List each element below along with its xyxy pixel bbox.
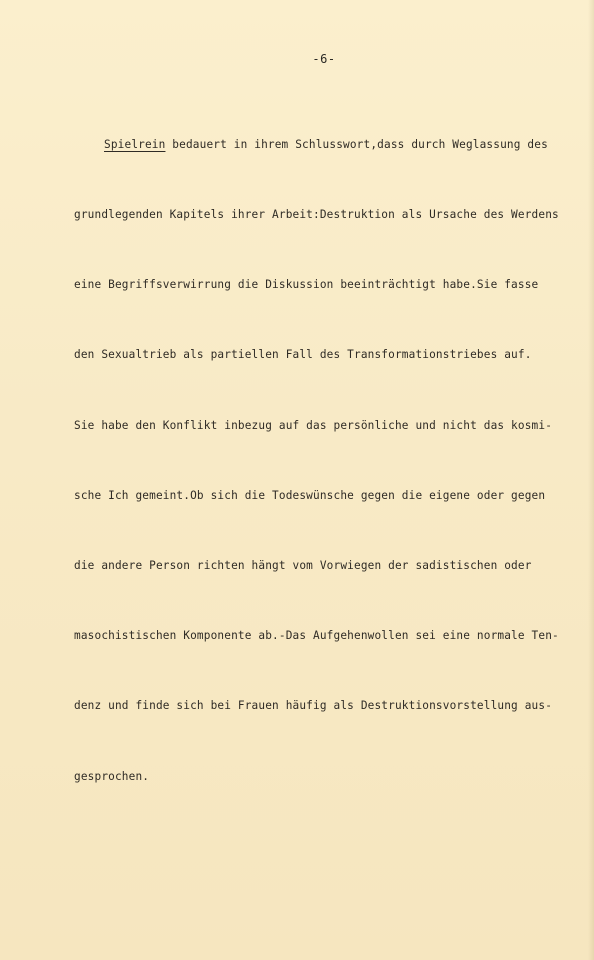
page-edge-shadow bbox=[588, 0, 594, 960]
text-line: grundlegenden Kapitels ihrer Arbeit:Destruktion als Ursache des Werdens bbox=[74, 208, 559, 222]
text-line: den Sexualtrieb als partiellen Fall des Transformationstriebes auf. bbox=[74, 348, 532, 362]
text-line: die andere Person richten hängt vom Vorwiegen der sadistischen oder bbox=[74, 559, 532, 573]
text-line: denz und finde sich bei Frauen häufig als Destruktionsvorstellung aus- bbox=[74, 699, 553, 713]
text-line bbox=[74, 133, 574, 156]
body-paragraph bbox=[74, 86, 574, 835]
line-text: bedauert in ihrem Schlusswort,dass durch Weglassung des bbox=[165, 137, 548, 151]
text-line: Sie habe den Konflikt inbezug auf das persönliche und nicht das kosmi- bbox=[74, 418, 553, 432]
text-line: gesprochen. bbox=[74, 769, 150, 783]
underlined-name: Spielrein bbox=[104, 137, 166, 151]
page-number: -6- bbox=[312, 52, 336, 66]
text-line: eine Begriffsverwirrung die Diskussion beeinträchtigt habe.Sie fasse bbox=[74, 278, 539, 292]
text-line: masochistischen Komponente ab.-Das Aufgehenwollen sei eine normale Ten- bbox=[74, 629, 559, 643]
text-line: sche Ich gemeint.Ob sich die Todeswünsche gegen die eigene oder gegen bbox=[74, 488, 546, 502]
